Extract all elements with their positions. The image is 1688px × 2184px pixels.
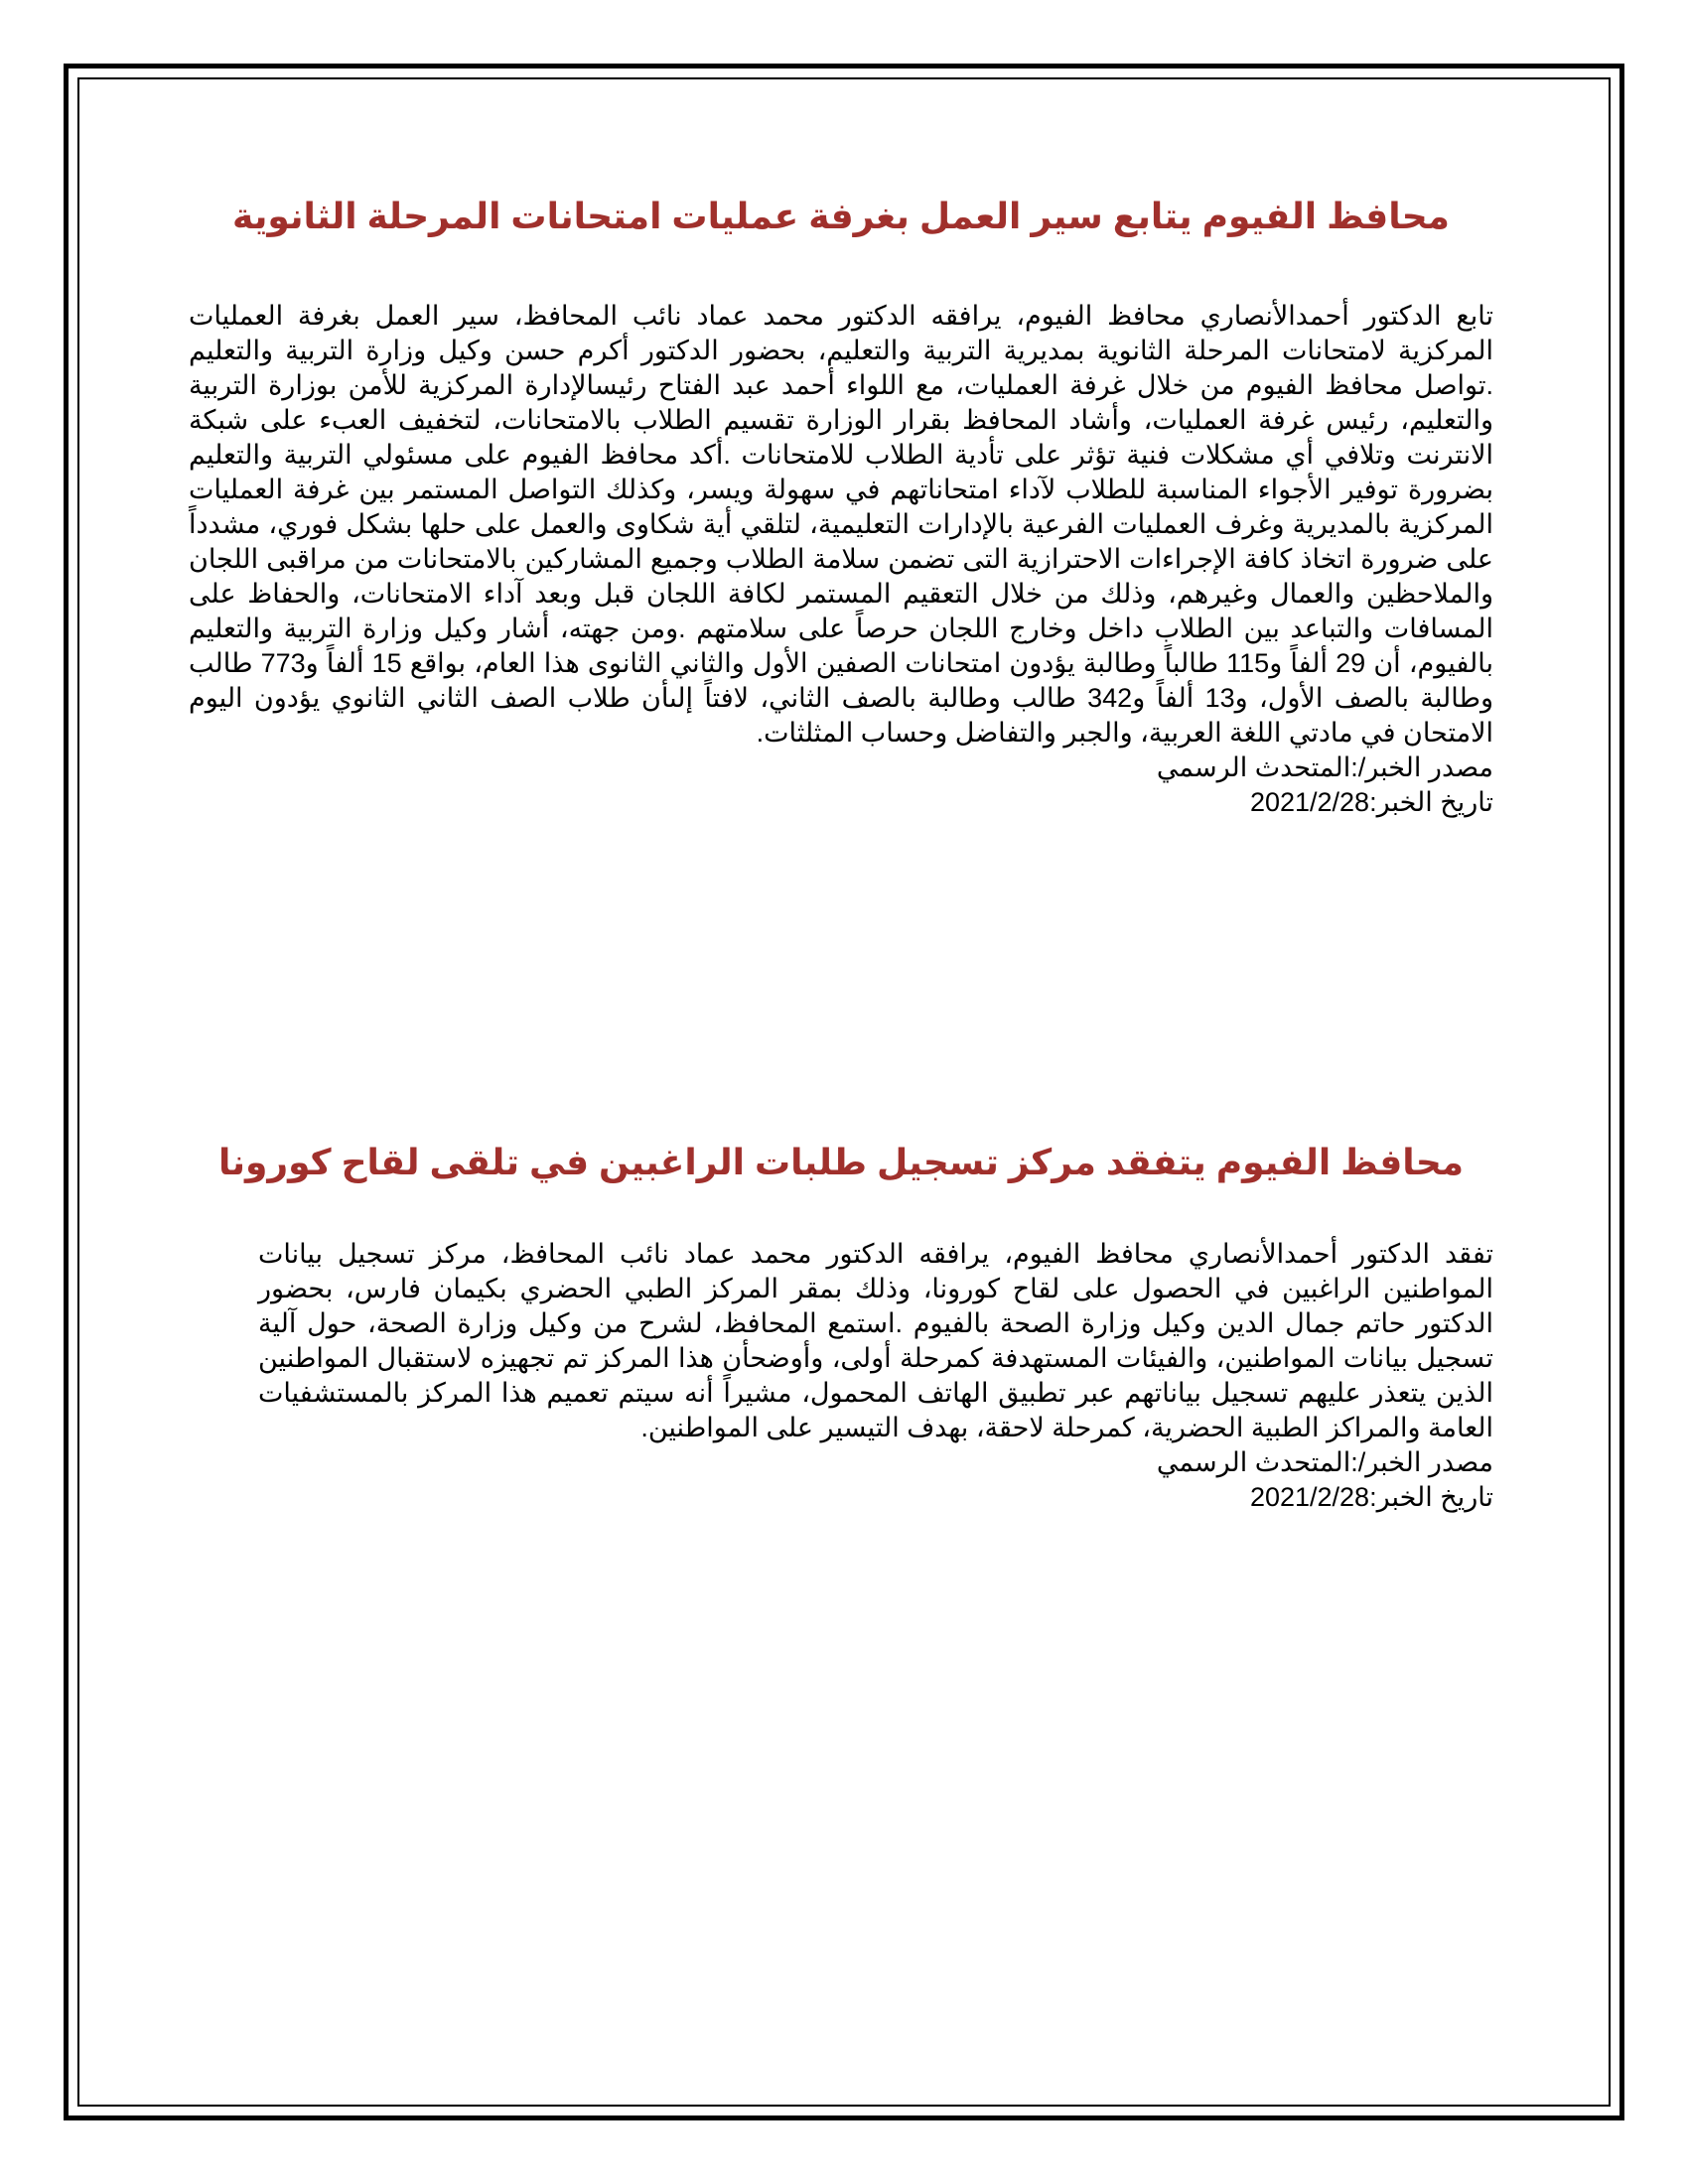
article-2-body: تفقد الدكتور أحمدالأنصاري محافظ الفيوم، يرافقه الدكتور محمد عماد نائب المحافظ، مركز تسجيل بيانات المواطنين الراغبين في الحصول على لقاح كورونا، وذلك بمقر المركز الطبي الحضري بكيمان فارس، بحضور الدكتور حاتم جمال الدين وكيل وزارة الصحة بالفيوم .استمع المحافظ، لشرح من وكيل وزارة الصحة، حول آلية تسجيل بيانات المواطنين، والفيئات المستهدفة كمرحلة أولى، وأوضحأن هذا المركز تم تجهيزه لاستقبال المواطنين الذين يتعذر عليهم تسجيل بياناتهم عبر تطبيق الهاتف المحمول، مشيراً أنه سيتم تعميم هذا المركز بالمستشفيات العامة والمراكز الطبية الحضرية، كمرحلة لاحقة، بهدف التيسير على المواطنين. (258, 1239, 1493, 1442)
article-2-headline: محافظ الفيوم يتفقد مركز تسجيل طلبات الراغبين في تلقى لقاح كورونا (217, 1142, 1465, 1182)
article-1-body: تابع الدكتور أحمدالأنصاري محافظ الفيوم، يرافقه الدكتور محمد عماد نائب المحافظ، سير العمل بغرفة العمليات المركزية لامتحانات المرحلة الثانوية بمديرية التربية والتعليم، بحضور الدكتور أكرم حسن وكيل وزارة التربية والتعليم .تواصل محافظ الفيوم من خلال غرفة العمليات، مع اللواء أحمد عبد الفتاح رئيسالإدارة المركزية للأمن بوزارة التربية والتعليم، رئيس غرفة العمليات، وأشاد المحافظ بقرار الوزارة تقسيم الطلاب بالامتحانات، لتخفيف العبء على شبكة الانترنت وتلافي أي مشكلات فنية تؤثر على تأدية الطلاب للامتحانات .أكد محافظ الفيوم على مسئولي التربية والتعليم بضرورة توفير الأجواء المناسبة للطلاب لآداء امتحاناتهم في سهولة ويسر، وكذلك التواصل المستمر بين غرفة العمليات المركزية بالمديرية وغرف العمليات الفرعية بالإدارات التعليمية، لتلقي أية شكاوى والعمل على حلها بشكل فوري، مشدداً على ضرورة اتخاذ كافة الإجراءات الاحترازية التى تضمن سلامة الطلاب وجميع المشاركين بالامتحانات من مراقبى اللجان والملاحظين والعمال وغيرهم، وذلك من خلال التعقيم المستمر لكافة اللجان قبل وبعد آداء الامتحانات، والحفاظ على المسافات والتباعد بين الطلاب داخل وخارج اللجان حرصاً على سلامتهم .ومن جهته، أشار وكيل وزارة التربية والتعليم بالفيوم، أن 29 ألفاً و115 طالباً وطالبة يؤدون امتحانات الصفين الأول والثاني الثانوى هذا العام، بواقع 15 ألفاً و773 طالب وطالبة بالصف الأول، و13 ألفاً و342 طالب وطالبة بالصف الثاني، لافتاً إلىأن طلاب الصف الثاني الثانوي يؤدون اليوم الامتحان في مادتي اللغة العربية، والجبر والتفاضل وحساب المثلثات. (189, 301, 1493, 748)
article-2-date: تاريخ الخبر:2021/2/28 (1249, 1482, 1493, 1512)
article-1-headline: محافظ الفيوم يتابع سير العمل بغرفة عمليات امتحانات المرحلة الثانوية (232, 196, 1450, 236)
article-1-source: مصدر الخبر/:المتحدث الرسمي (1156, 752, 1493, 782)
article-1-date: تاريخ الخبر:2021/2/28 (1249, 787, 1493, 817)
article-2-source: مصدر الخبر/:المتحدث الرسمي (1156, 1447, 1493, 1477)
news-article-1 (189, 194, 1493, 820)
news-article-2 (189, 1140, 1493, 1515)
